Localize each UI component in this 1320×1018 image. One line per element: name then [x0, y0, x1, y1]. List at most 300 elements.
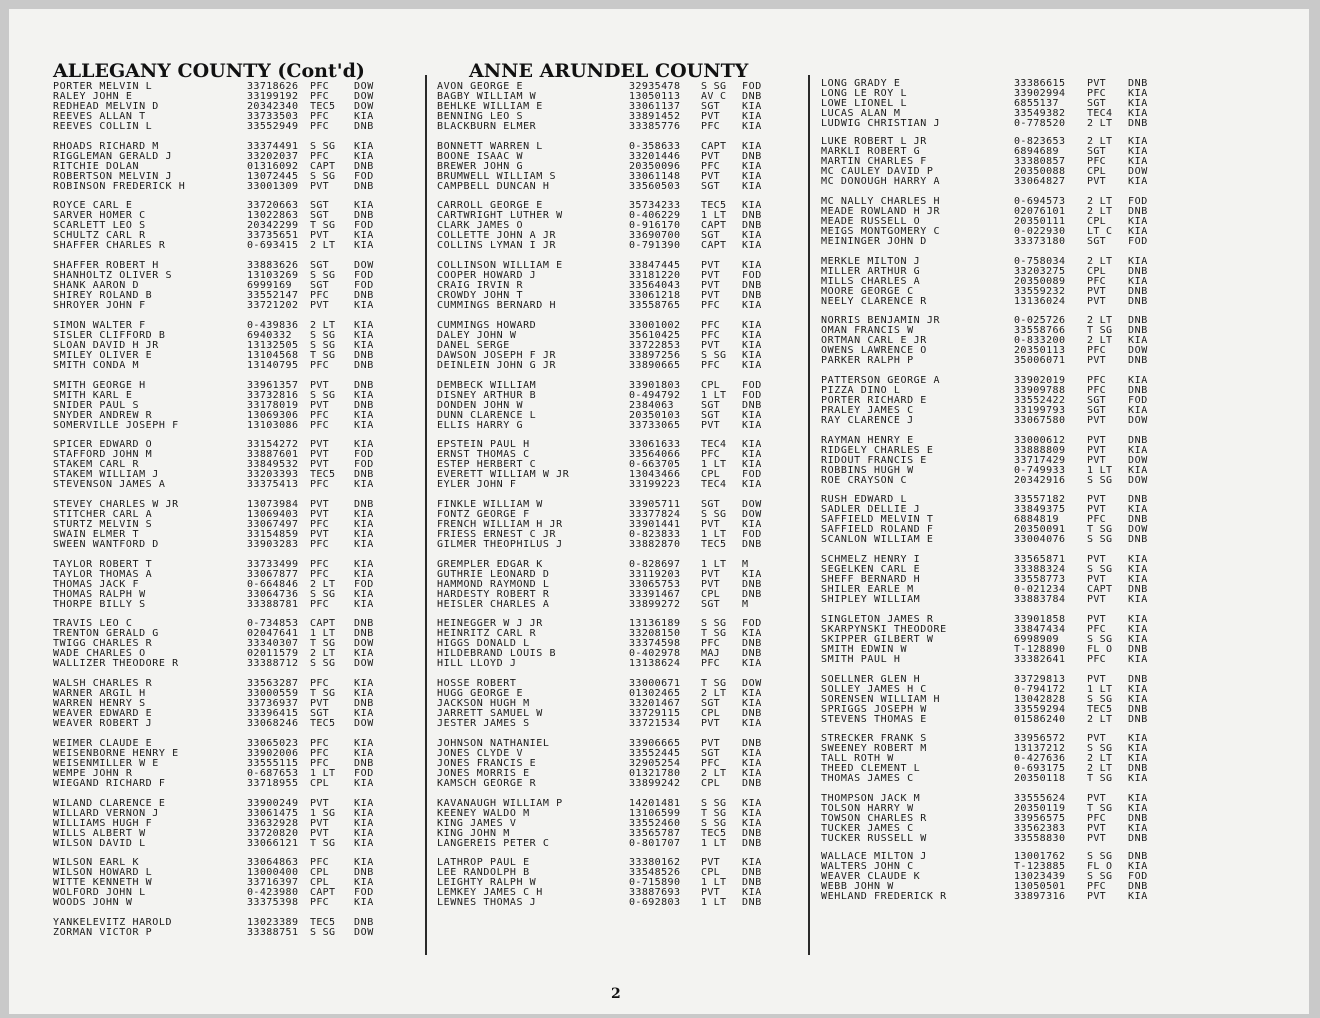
serial-number: 33199793 [1014, 405, 1066, 416]
soldier-name: WEAVER ROBERT J [53, 718, 153, 729]
rank: T SG [1087, 773, 1113, 784]
rank: PFC [1087, 881, 1106, 892]
soldier-name: ROYCE CARL E [53, 200, 133, 211]
casualty-row-campbell-duncan-h [437, 182, 807, 192]
status-code: DOW [354, 658, 374, 669]
serial-number: 33882870 [629, 539, 681, 550]
rank: 1 LT [1087, 465, 1113, 476]
rank: PVT [1087, 891, 1106, 902]
rank: CPL [1087, 266, 1106, 277]
status-code: DNB [742, 91, 762, 102]
rank: 1 LT [701, 838, 727, 849]
soldier-name: WEBB JOHN W [821, 881, 894, 892]
rank: PVT [1087, 793, 1106, 804]
status-code: FOD [354, 887, 374, 898]
status-code: KIA [354, 828, 374, 839]
serial-number: 33001002 [629, 320, 681, 331]
serial-number: 35734233 [629, 200, 681, 211]
serial-number: 0-423980 [247, 887, 299, 898]
status-code: DNB [1128, 118, 1148, 129]
serial-number: 0-427636 [1014, 753, 1066, 764]
status-code: DNB [354, 360, 374, 371]
status-code: KIA [1128, 276, 1148, 287]
serial-number: 33905711 [629, 499, 681, 510]
anne-arundel-county-heading: ANNE ARUNDEL COUNTY [469, 60, 749, 82]
status-code: DOW [742, 499, 762, 510]
status-code: KIA [354, 141, 374, 152]
status-code: KIA [354, 897, 374, 908]
serial-number: 0-734853 [247, 618, 299, 629]
soldier-name: ROBINSON FREDERICK H [53, 181, 186, 192]
status-code: KIA [1128, 793, 1148, 804]
serial-number: 33900249 [247, 798, 299, 809]
rank: PVT [310, 499, 329, 510]
soldier-name: WILSON DAVID L [53, 838, 146, 849]
soldier-name: TOLSON HARRY W [821, 803, 914, 814]
serial-number: 33909788 [1014, 385, 1066, 396]
status-code: KIA [354, 230, 374, 241]
rank: SGT [310, 210, 329, 221]
serial-number: 33380162 [629, 857, 681, 868]
status-code: DOW [1128, 524, 1148, 535]
serial-number: 13103269 [247, 270, 299, 281]
serial-number: 0-758034 [1014, 256, 1066, 267]
status-code: DNB [1128, 385, 1148, 396]
status-code: KIA [742, 230, 762, 241]
rank: CAPT [310, 887, 336, 898]
soldier-name: PIZZA DINO L [821, 385, 901, 396]
rank: PFC [1087, 88, 1106, 99]
soldier-name: HILDEBRAND LOUIS B [437, 648, 557, 659]
serial-number: 33066121 [247, 838, 299, 849]
casualty-group [437, 321, 807, 371]
serial-number: 33906665 [629, 738, 681, 749]
rank: PVT [1087, 296, 1106, 307]
status-code: DNB [354, 210, 374, 221]
soldier-name: STEVEY CHARLES W JR [53, 499, 179, 510]
status-code: DNB [742, 778, 762, 789]
status-code: KIA [742, 459, 762, 470]
serial-number: 0-358633 [629, 141, 681, 152]
status-code: KIA [742, 141, 762, 152]
soldier-name: BEHLKE WILLIAM E [437, 101, 543, 112]
status-code: DNB [354, 698, 374, 709]
casualty-row-stevens-thomas-e [821, 715, 1206, 725]
rank: 2 LT [310, 579, 336, 590]
soldier-name: MARKLI ROBERT G [821, 146, 921, 157]
soldier-name: CARROLL GEORGE E [437, 200, 543, 211]
rank: 2 LT [1087, 136, 1113, 147]
serial-number: 33064827 [1014, 176, 1066, 187]
serial-number: 13132505 [247, 340, 299, 351]
soldier-name: TAYLOR ROBERT T [53, 559, 153, 570]
soldier-name: JONES CLYDE V [437, 748, 524, 759]
serial-number: 0-693415 [247, 240, 299, 251]
status-code: FOD [742, 469, 762, 480]
rank: T SG [701, 808, 727, 819]
anne-arundel-casualty-column-1 [437, 9, 807, 1009]
soldier-name: RUSH EDWARD L [821, 494, 908, 505]
soldier-name: HILL LLOYD J [437, 658, 517, 669]
casualty-row-roe-crayson-c [821, 476, 1206, 486]
rank: PVT [310, 818, 329, 829]
status-code: DNB [1128, 833, 1148, 844]
status-code: KIA [742, 748, 762, 759]
soldier-name: REDHEAD MELVIN D [53, 101, 159, 112]
soldier-name: JONES FRANCIS E [437, 758, 537, 769]
status-code: DOW [354, 718, 374, 729]
status-code: DNB [742, 220, 762, 231]
serial-number: 33732816 [247, 390, 299, 401]
rank: SGT [701, 400, 720, 411]
soldier-name: ERNST THOMAS C [437, 449, 530, 460]
serial-number: 13137212 [1014, 743, 1066, 754]
rank: CPL [310, 867, 329, 878]
casualty-row-wehland-frederick-r [821, 892, 1206, 902]
serial-number: 33061148 [629, 171, 681, 182]
rank: PVT [1087, 415, 1106, 426]
rank: SGT [701, 698, 720, 709]
soldier-name: WITTE KENNETH W [53, 877, 153, 888]
soldier-name: WILLIAMS HUGH F [53, 818, 153, 829]
serial-number: 02047641 [247, 628, 299, 639]
rank: TEC4 [1087, 108, 1113, 119]
serial-number: 33887693 [629, 887, 681, 898]
rank: SGT [701, 230, 720, 241]
soldier-name: STEVENSON JAMES A [53, 479, 166, 490]
status-code: KIA [742, 519, 762, 530]
rank: CPL [310, 778, 329, 789]
rank: PVT [310, 380, 329, 391]
serial-number: 33552422 [1014, 395, 1066, 406]
status-code: DNB [354, 380, 374, 391]
serial-number: 13050501 [1014, 881, 1066, 892]
serial-number: 33720820 [247, 828, 299, 839]
serial-number: 13000400 [247, 867, 299, 878]
rank: 2 LT [1087, 335, 1113, 346]
rank: TEC5 [310, 718, 336, 729]
rank: PVT [1087, 594, 1106, 605]
rank: PVT [310, 449, 329, 460]
status-code: FOD [742, 81, 762, 92]
rank: PFC [701, 161, 720, 172]
soldier-name: TUCKER RUSSELL W [821, 833, 927, 844]
soldier-name: KAMSCH GEORGE R [437, 778, 537, 789]
soldier-name: LUKE ROBERT L JR [821, 136, 927, 147]
serial-number: 33899272 [629, 599, 681, 610]
soldier-name: WEISENBORNE HENRY E [53, 748, 179, 759]
soldier-name: THEED CLEMENT L [821, 763, 921, 774]
serial-number: 33000612 [1014, 435, 1066, 446]
casualty-row-jester-james-s [437, 719, 807, 729]
status-code: DNB [742, 638, 762, 649]
rank: CAPT [1087, 584, 1113, 595]
soldier-name: WALLIZER THEODORE R [53, 658, 179, 669]
casualty-group [53, 560, 423, 610]
soldier-name: CUMMINGS HOWARD [437, 320, 537, 331]
rank: 1 LT [310, 628, 336, 639]
soldier-name: WADE CHARLES O [53, 648, 146, 659]
status-code: KIA [742, 718, 762, 729]
rank: PFC [310, 360, 329, 371]
casualty-group [821, 436, 1206, 486]
status-code: KIA [354, 420, 374, 431]
serial-number: 33902019 [1014, 375, 1066, 386]
soldier-name: SHAFFER ROBERT H [53, 260, 159, 271]
rank: PVT [1087, 733, 1106, 744]
soldier-name: BRUMWELL WILLIAM S [437, 171, 557, 182]
soldier-name: SCARLETT LEO S [53, 220, 146, 231]
status-code: FOD [354, 220, 374, 231]
serial-number: 33903283 [247, 539, 299, 550]
rank: PFC [310, 738, 329, 749]
serial-number: 33067497 [247, 519, 299, 530]
casualty-row-hill-lloyd-j [437, 659, 807, 669]
rank: LT C [1087, 226, 1113, 237]
soldier-name: SHROYER JOHN F [53, 300, 146, 311]
soldier-name: THOMAS JAMES C [821, 773, 914, 784]
rank: PVT [701, 887, 720, 898]
soldier-name: WEAVER EDWARD E [53, 708, 153, 719]
rank: PFC [701, 330, 720, 341]
soldier-name: RIDGELY CHARLES E [821, 445, 934, 456]
status-code: FOD [354, 270, 374, 281]
soldier-name: SNIDER PAUL S [53, 400, 140, 411]
serial-number: 33558765 [629, 300, 681, 311]
soldier-name: OMAN FRANCIS W [821, 325, 914, 336]
status-code: DNB [354, 161, 374, 172]
soldier-name: SADLER DELLIE J [821, 504, 921, 515]
rank: S SG [701, 618, 727, 629]
serial-number: 0-494792 [629, 390, 681, 401]
rank: PFC [310, 420, 329, 431]
rank: PFC [310, 519, 329, 530]
status-code: DNB [742, 589, 762, 600]
casualty-row-weaver-robert-j [53, 719, 423, 729]
rank: PFC [310, 479, 329, 490]
serial-number: 33391467 [629, 589, 681, 600]
soldier-name: SWAIN ELMER T [53, 529, 140, 540]
rank: SGT [1087, 395, 1106, 406]
status-code: KIA [1128, 733, 1148, 744]
rank: S SG [310, 658, 336, 669]
status-code: KIA [354, 320, 374, 331]
casualty-row-langereis-peter-c [437, 839, 807, 849]
soldier-name: SIMON WALTER F [53, 320, 146, 331]
soldier-name: BREWER JOHN G [437, 161, 524, 172]
rank: 2 LT [1087, 763, 1113, 774]
rank: S SG [1087, 743, 1113, 754]
casualty-row-ellis-harry-g [437, 421, 807, 431]
casualty-group [821, 794, 1206, 844]
rank: SGT [1087, 405, 1106, 416]
rank: PFC [1087, 813, 1106, 824]
status-code: KIA [354, 529, 374, 540]
serial-number: 33396415 [247, 708, 299, 719]
serial-number: 33901858 [1014, 614, 1066, 625]
soldier-name: MEADE RUSSELL O [821, 216, 921, 227]
status-code: KIA [354, 738, 374, 749]
serial-number: 33201467 [629, 698, 681, 709]
serial-number: 33380857 [1014, 156, 1066, 167]
rank: PVT [310, 529, 329, 540]
serial-number: 01316092 [247, 161, 299, 172]
casualty-row-thomas-james-c [821, 774, 1206, 784]
serial-number: 20350088 [1014, 166, 1066, 177]
soldier-name: MILLER ARTHUR G [821, 266, 921, 277]
soldier-name: CUMMINGS BERNARD H [437, 300, 557, 311]
soldier-name: SHILER EARLE M [821, 584, 914, 595]
soldier-name: WILLS ALBERT W [53, 828, 146, 839]
status-code: DNB [354, 469, 374, 480]
serial-number: 33373180 [1014, 236, 1066, 247]
serial-number: 33891452 [629, 111, 681, 122]
casualty-group [821, 137, 1206, 187]
rank: PFC [310, 290, 329, 301]
rank: 2 LT [1087, 196, 1113, 207]
casualty-row-deinlein-john-g-jr [437, 361, 807, 371]
status-code: DNB [354, 181, 374, 192]
serial-number: 33549382 [1014, 108, 1066, 119]
soldier-name: ZORMAN VICTOR P [53, 927, 153, 938]
status-code: KIA [742, 330, 762, 341]
soldier-name: HOSSE ROBERT [437, 678, 517, 689]
casualty-row-wallizer-theodore-r [53, 659, 423, 669]
rank: PFC [701, 658, 720, 669]
status-code: KIA [1128, 624, 1148, 635]
soldier-name: MILLS CHARLES A [821, 276, 921, 287]
casualty-group [437, 679, 807, 729]
serial-number: 33061218 [629, 290, 681, 301]
serial-number: 32935478 [629, 81, 681, 92]
status-code: KIA [354, 838, 374, 849]
status-code: KIA [1128, 445, 1148, 456]
serial-number: 01321780 [629, 768, 681, 779]
soldier-name: ROBERTSON MELVIN J [53, 171, 173, 182]
status-code: DOW [742, 509, 762, 520]
soldier-name: SPRIGGS JOSEPH W [821, 704, 927, 715]
soldier-name: LUCAS ALAN M [821, 108, 901, 119]
soldier-name: MERKLE MILTON J [821, 256, 921, 267]
casualty-group [821, 675, 1206, 725]
serial-number: 33956572 [1014, 733, 1066, 744]
rank: PFC [310, 857, 329, 868]
soldier-name: GREMPLER EDGAR K [437, 559, 543, 570]
status-code: DNB [742, 290, 762, 301]
status-code: DOW [1128, 415, 1148, 426]
status-code: KIA [1128, 574, 1148, 585]
casualty-row-meininger-john-d [821, 237, 1206, 247]
rank: PVT [1087, 445, 1106, 456]
status-code: DNB [1128, 674, 1148, 685]
serial-number: 33735651 [247, 230, 299, 241]
casualty-group [53, 679, 423, 729]
serial-number: 13136189 [629, 618, 681, 629]
rank: T SG [310, 838, 336, 849]
status-code: DNB [1128, 534, 1148, 545]
casualty-group [437, 261, 807, 311]
serial-number: 33564066 [629, 449, 681, 460]
casualty-group [53, 82, 423, 132]
serial-number: 13001762 [1014, 851, 1066, 862]
status-code: M [742, 559, 749, 570]
soldier-name: PORTER MELVIN L [53, 81, 153, 92]
rank: PVT [1087, 554, 1106, 565]
soldier-name: SPICER EDWARD O [53, 439, 153, 450]
serial-number: 33388781 [247, 599, 299, 610]
soldier-name: DEINLEIN JOHN G JR [437, 360, 557, 371]
serial-number: 33888809 [1014, 445, 1066, 456]
soldier-name: STEVENS THOMAS E [821, 714, 927, 725]
soldier-name: WALTERS JOHN C [821, 861, 914, 872]
casualty-group [821, 316, 1206, 366]
serial-number: 33956575 [1014, 813, 1066, 824]
status-code: DOW [354, 91, 374, 102]
serial-number: 33558766 [1014, 325, 1066, 336]
status-code: KIA [1128, 803, 1148, 814]
soldier-name: FRENCH WILLIAM H JR [437, 519, 563, 530]
rank: PVT [701, 260, 720, 271]
soldier-name: WILAND CLARENCE E [53, 798, 166, 809]
casualty-row-cummings-bernard-h [437, 301, 807, 311]
status-code: KIA [1128, 136, 1148, 147]
status-code: KIA [354, 330, 374, 341]
serial-number: 01586240 [1014, 714, 1066, 725]
status-code: KIA [742, 340, 762, 351]
status-code: DNB [742, 280, 762, 291]
rank: S SG [1087, 694, 1113, 705]
soldier-name: CROWDY JOHN T [437, 290, 524, 301]
soldier-name: PRALEY JAMES C [821, 405, 914, 416]
rank: S SG [1087, 634, 1113, 645]
status-code: DNB [1128, 763, 1148, 774]
rank: PFC [310, 599, 329, 610]
soldier-name: RAYMAN HENRY E [821, 435, 914, 446]
soldier-name: GUTHRIE LEONARD D [437, 569, 550, 580]
rank: 1 LT [701, 459, 727, 470]
rank: S SG [1087, 534, 1113, 545]
casualty-group [437, 440, 807, 490]
serial-number: 33559232 [1014, 286, 1066, 297]
soldier-name: WOODS JOHN W [53, 897, 133, 908]
rank: PFC [310, 678, 329, 689]
serial-number: 33386615 [1014, 78, 1066, 89]
status-code: DNB [742, 708, 762, 719]
status-code: KIA [1128, 564, 1148, 575]
casualty-row-woods-john-w [53, 898, 423, 908]
status-code: KIA [1128, 108, 1148, 119]
serial-number: 33717429 [1014, 455, 1066, 466]
status-code: DNB [1128, 714, 1148, 725]
serial-number: 33374598 [629, 638, 681, 649]
soldier-name: DEMBECK WILLIAM [437, 380, 537, 391]
status-code: KIA [742, 200, 762, 211]
casualty-group [437, 739, 807, 789]
soldier-name: LEIGHTY RALPH W [437, 877, 537, 888]
soldier-name: TAYLOR THOMAS A [53, 569, 153, 580]
soldier-name: TALL ROTH W [821, 753, 894, 764]
status-code: KIA [742, 420, 762, 431]
status-code: KIA [742, 111, 762, 122]
serial-number: 33901441 [629, 519, 681, 530]
soldier-name: ROE CRAYSON C [821, 475, 908, 486]
soldier-name: CRAIG IRVIN R [437, 280, 524, 291]
serial-number: 33902994 [1014, 88, 1066, 99]
status-code: M [742, 599, 749, 610]
soldier-name: ESTEP HERBERT C [437, 459, 537, 470]
serial-number: 33199192 [247, 91, 299, 102]
serial-number: 33849375 [1014, 504, 1066, 515]
